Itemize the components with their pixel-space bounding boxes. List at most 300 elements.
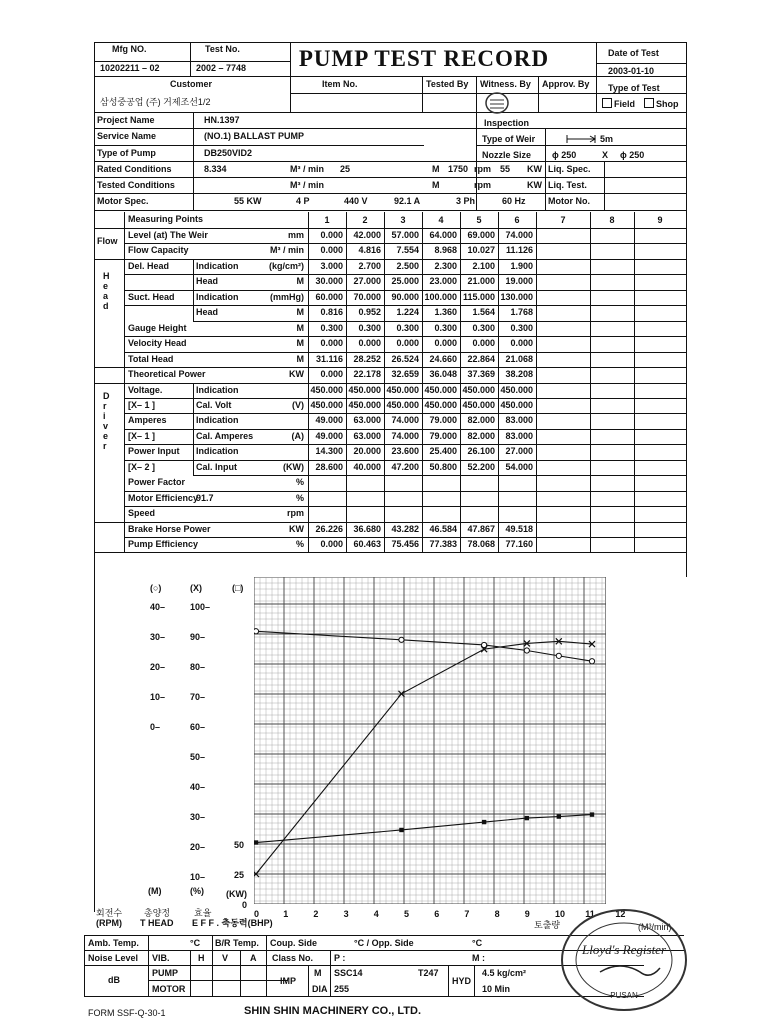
nozzle-label: Nozzle Size <box>482 150 532 160</box>
rpm-label: (RPM) <box>96 918 122 928</box>
power-point <box>482 820 486 824</box>
rule <box>94 177 686 178</box>
power-point <box>399 828 403 832</box>
motor-volt: 440 V <box>344 196 368 206</box>
table-cell: 90.000 <box>391 291 419 302</box>
eff-axis-tick: 40– <box>190 782 206 792</box>
eff-axis-tick: 20– <box>190 842 206 852</box>
table-cell: 130.000 <box>500 291 533 302</box>
eff-axis-tick: 70– <box>190 692 206 702</box>
table-rule <box>124 305 686 306</box>
row-unit: (A) <box>291 430 304 441</box>
rpm-label-kr: 회전수 <box>96 908 123 918</box>
driver-section-letter: e <box>103 430 109 441</box>
table-cell: 70.000 <box>353 291 381 302</box>
table-cell: 24.660 <box>429 353 457 364</box>
kw-axis-tick: 0 <box>242 900 248 910</box>
row-sublabel: Indication <box>196 415 239 426</box>
eff-label-kr: 효율 <box>194 908 212 918</box>
driver-section-letter: r <box>103 400 107 411</box>
nozzle-d1: ϕ 250 <box>552 150 577 160</box>
table-rule <box>124 336 686 337</box>
table-cell: 450.000 <box>348 384 381 395</box>
noise-level-label: Noise Level <box>88 953 139 963</box>
rule <box>422 76 423 112</box>
head-unit: (M) <box>148 886 162 896</box>
witness-seal <box>484 92 510 114</box>
motor-label: MOTOR <box>152 984 186 994</box>
table-cell: 0.300 <box>320 322 343 333</box>
table-cell: 50.800 <box>429 461 457 472</box>
rule <box>308 965 309 996</box>
table-cell: 36.680 <box>353 523 381 534</box>
table-rule <box>193 413 686 414</box>
table-cell: 49.518 <box>505 523 533 534</box>
table-rule <box>193 475 686 476</box>
vib-label: VIB. <box>152 953 170 963</box>
row-label: Gauge Height <box>128 322 187 333</box>
table-cell: 0.000 <box>320 245 343 256</box>
table-cell: 79.000 <box>429 430 457 441</box>
table-cell: 74.000 <box>391 415 419 426</box>
row-label: Power Factor <box>128 477 186 488</box>
table-cell: 79.000 <box>429 415 457 426</box>
hyd-pressure: 4.5 kg/cm² <box>482 968 527 978</box>
table-rule <box>124 444 193 445</box>
head-point <box>254 629 259 634</box>
table-cell: 82.000 <box>467 415 495 426</box>
class-p-label: P : <box>334 953 346 963</box>
table-rule <box>94 228 124 229</box>
inspection-label: Inspection <box>484 118 530 128</box>
table-cell: 60.000 <box>315 291 343 302</box>
tested-conditions-label: Tested Conditions <box>97 180 175 190</box>
measuring-point-3: 3 <box>400 215 406 225</box>
table-cell: 31.116 <box>315 353 343 364</box>
rule <box>330 950 331 996</box>
x-axis-tick: 9 <box>524 909 530 919</box>
table-cell: 20.000 <box>353 446 381 457</box>
table-rule <box>124 413 193 414</box>
thead-label-kr: 총양정 <box>144 908 171 918</box>
hyd-time: 10 Min <box>482 984 511 994</box>
imp-t-value: T247 <box>418 968 439 978</box>
table-cell: 74.000 <box>505 230 533 240</box>
table-rule <box>308 212 309 552</box>
table-cell: 22.178 <box>353 369 381 380</box>
head-section-letter: d <box>103 300 109 311</box>
imp-m-label: M <box>314 968 322 978</box>
table-rule <box>193 290 686 291</box>
rule <box>193 112 194 210</box>
rule <box>94 145 424 146</box>
table-cell: 54.000 <box>505 461 533 472</box>
measuring-point-5: 5 <box>476 215 482 225</box>
row-label: Flow Capacity <box>128 245 189 256</box>
head-point <box>524 648 529 653</box>
plot-frame <box>254 577 606 904</box>
table-rule <box>193 321 686 322</box>
measuring-point-9: 9 <box>657 215 663 225</box>
project-name-label: Project Name <box>97 115 155 125</box>
page-title: PUMP TEST RECORD <box>298 46 550 71</box>
row-sublabel: Indication <box>196 291 239 302</box>
power-point <box>525 816 529 820</box>
rule <box>94 42 686 43</box>
flow-section-label: Flow <box>97 236 118 246</box>
x-axis-tick: 10 <box>555 909 566 919</box>
table-cell: 450.000 <box>500 384 533 395</box>
table-cell: 36.048 <box>429 369 457 380</box>
table-cell: 25.000 <box>391 276 419 287</box>
eff-label: E F F . 축동력(BHP) <box>192 918 273 928</box>
power-point <box>557 814 561 818</box>
x-axis-tick: 8 <box>494 909 500 919</box>
table-rule <box>124 460 686 461</box>
table-cell: 450.000 <box>500 399 533 410</box>
head-section-letter: e <box>103 280 109 291</box>
table-rule <box>124 383 686 384</box>
table-cell: 8.968 <box>434 245 457 256</box>
row-unit: (kg/cm²) <box>268 260 304 271</box>
rule <box>476 145 686 146</box>
table-cell: 1.224 <box>396 307 419 318</box>
table-cell: 1.768 <box>510 307 533 318</box>
vib-v-label: V <box>222 953 229 963</box>
weir-arrow-icon <box>566 134 596 144</box>
table-cell: 63.000 <box>353 430 381 441</box>
table-cell: 78.068 <box>467 539 495 549</box>
row-unit: % <box>295 477 304 488</box>
row-unit: (mmHg) <box>270 291 304 302</box>
opp-side-label: °C / Opp. Side <box>354 938 414 948</box>
table-rule <box>124 243 686 244</box>
company-name: SHIN SHIN MACHINERY CO., LTD. <box>244 1005 422 1017</box>
form-number: FORM SSF-Q-30-1 <box>88 1008 166 1018</box>
shop-checkbox[interactable]: Shop <box>644 98 679 110</box>
project-name: HN.1397 <box>204 115 240 125</box>
rule <box>240 950 241 996</box>
rule <box>94 128 686 129</box>
table-rule <box>124 274 686 275</box>
row-unit: (KW) <box>283 461 304 472</box>
table-cell: 26.226 <box>315 523 343 534</box>
table-cell: 1.900 <box>510 260 533 271</box>
dia-label: DIA <box>312 984 328 994</box>
row-sublabel: Cal. Amperes <box>196 430 254 441</box>
table-cell: 74.000 <box>391 430 419 441</box>
row-label: [X– 1 ] <box>128 399 156 410</box>
measuring-points-label: Measuring Points <box>128 214 204 224</box>
table-cell: 7.554 <box>396 245 419 256</box>
measuring-point-2: 2 <box>362 215 368 225</box>
rule <box>596 63 686 64</box>
table-cell: 450.000 <box>386 384 419 395</box>
row-label: [X– 2 ] <box>128 461 156 472</box>
table-cell: 450.000 <box>386 399 419 410</box>
eff-axis-header: (X) <box>190 583 202 593</box>
table-cell: 26.524 <box>391 353 419 364</box>
rated-kw: 55 <box>500 164 511 174</box>
eff-axis-tick: 30– <box>190 812 206 822</box>
rule <box>686 42 687 577</box>
measuring-point-8: 8 <box>609 215 615 225</box>
table-cell: 0.300 <box>510 322 533 333</box>
row-unit: mm <box>287 230 304 240</box>
test-date: 2003-01-10 <box>608 66 655 76</box>
table-rule <box>193 444 686 445</box>
table-cell: 47.200 <box>391 461 419 472</box>
liq-test-label: Liq. Test. <box>548 180 587 190</box>
table-cell: 115.000 <box>462 291 495 302</box>
power-point <box>254 840 258 844</box>
row-unit: M <box>296 276 304 287</box>
driver-section-letter: D <box>103 390 110 401</box>
table-rule <box>193 259 194 321</box>
row-label: Velocity Head <box>128 338 187 349</box>
table-cell: 28.252 <box>353 353 381 364</box>
table-cell: 4.816 <box>358 245 381 256</box>
tested-m: M <box>432 180 440 190</box>
rated-m: M <box>432 164 440 174</box>
table-cell: 0.000 <box>320 230 343 240</box>
table-cell: 77.383 <box>429 539 457 549</box>
table-rule <box>124 537 686 538</box>
rule <box>94 42 95 912</box>
tested-kw-unit: KW <box>527 180 542 190</box>
table-cell: 21.068 <box>505 353 533 364</box>
table-rule <box>346 212 347 552</box>
row-unit: M <box>296 322 304 333</box>
rated-flow: 25 <box>340 164 351 174</box>
vib-a-label: A <box>250 953 257 963</box>
table-rule <box>94 383 124 384</box>
kw-axis-tick: 25 <box>234 870 245 880</box>
table-cell: 450.000 <box>462 384 495 395</box>
table-cell: 23.600 <box>391 446 419 457</box>
table-cell: 27.000 <box>353 276 381 287</box>
rule <box>212 935 213 996</box>
kw-axis-tick: 50 <box>234 840 245 850</box>
table-rule <box>124 398 686 399</box>
head-point <box>556 653 561 658</box>
rule <box>148 935 149 996</box>
class-no-label: Class No. <box>272 953 314 963</box>
table-cell: 2.300 <box>434 260 457 271</box>
driver-section-letter: i <box>103 410 106 421</box>
x-axis-tick: 7 <box>464 909 470 919</box>
test-no-label: Test No. <box>205 44 240 54</box>
tested-flow-unit: M³ / min <box>290 180 324 190</box>
row-unit: KW <box>289 369 304 380</box>
eff-axis-tick: 80– <box>190 662 206 672</box>
rated-flow-unit: M³ / min <box>290 164 324 174</box>
head-section-letter: H <box>103 270 110 281</box>
rule <box>94 61 290 62</box>
vib-h-label: H <box>198 953 205 963</box>
measuring-point-7: 7 <box>560 215 566 225</box>
table-cell: 83.000 <box>505 430 533 441</box>
date-label: Date of Test <box>608 48 659 58</box>
customer-label: Customer <box>170 79 213 89</box>
table-cell: 0.000 <box>510 338 533 349</box>
table-cell: 0.000 <box>472 338 495 349</box>
table-rule <box>124 290 193 291</box>
rule <box>84 935 85 996</box>
table-cell: 28.600 <box>315 461 343 472</box>
row-label: Speed <box>128 508 156 519</box>
motor-no-label: Motor No. <box>548 196 590 206</box>
table-cell: 19.000 <box>505 276 533 287</box>
measuring-point-4: 4 <box>438 215 444 225</box>
table-cell: 14.300 <box>315 446 343 457</box>
table-rule <box>124 491 686 492</box>
rule <box>190 950 191 996</box>
row-unit: (V) <box>292 399 304 410</box>
customer-name: 삼성중공업 (주) 거제조선1/2 <box>100 97 211 107</box>
row-unit: M <box>296 338 304 349</box>
x-axis-tick: 6 <box>434 909 440 919</box>
row-label: Brake Horse Power <box>128 523 211 534</box>
table-cell: 40.000 <box>353 461 381 472</box>
item-no-label: Item No. <box>322 79 358 89</box>
x-axis-tick: 12 <box>615 909 626 919</box>
amb-temp-unit: °C <box>190 938 201 948</box>
table-cell: 49.000 <box>315 415 343 426</box>
table-cell: 450.000 <box>424 384 457 395</box>
table-rule <box>590 212 591 552</box>
imp-label: IMP <box>280 976 297 986</box>
table-cell: 11.126 <box>505 245 533 256</box>
row-sublabel: Head <box>196 276 219 287</box>
table-cell: 10.027 <box>467 245 495 256</box>
service-name: (NO.1) BALLAST PUMP <box>204 131 304 141</box>
imp-m-value: SSC14 <box>334 968 363 978</box>
rule <box>545 128 546 210</box>
table-cell: 25.400 <box>429 446 457 457</box>
rule <box>476 76 477 112</box>
row-label: Total Head <box>128 353 174 364</box>
head-axis-tick: 40– <box>150 602 166 612</box>
opp-side-unit: °C <box>472 938 483 948</box>
eff-axis-tick: 100– <box>190 602 211 612</box>
table-rule <box>422 212 423 552</box>
table-rule <box>193 383 194 476</box>
rule <box>94 193 686 194</box>
table-cell: 450.000 <box>310 384 343 395</box>
table-cell: 37.369 <box>467 369 495 380</box>
mfg-no: 10202211 – 02 <box>100 63 160 73</box>
table-rule <box>94 367 124 368</box>
rated-rpm: 1750 <box>448 164 469 174</box>
rule <box>474 965 475 996</box>
table-cell: 32.659 <box>391 369 419 380</box>
row-unit: rpm <box>286 508 304 519</box>
rule <box>266 935 267 996</box>
row-unit: KW <box>289 523 304 534</box>
table-cell: 0.000 <box>396 338 419 349</box>
table-cell: 2.500 <box>396 260 419 271</box>
table-cell: 450.000 <box>348 399 381 410</box>
measuring-point-1: 1 <box>324 215 330 225</box>
lloyds-register-stamp <box>540 900 700 1020</box>
head-axis-tick: 10– <box>150 692 166 702</box>
table-cell: 0.816 <box>320 307 343 318</box>
table-cell: 63.000 <box>353 415 381 426</box>
table-cell: 2.700 <box>358 260 381 271</box>
table-cell: 100.000 <box>424 291 457 302</box>
motor-hz: 60 Hz <box>502 196 526 206</box>
table-cell: 1.360 <box>434 307 457 318</box>
witness-by-label: Witness. By <box>480 79 531 89</box>
head-axis-tick: 30– <box>150 632 166 642</box>
motor-phase: 3 Ph <box>456 196 476 206</box>
table-rule <box>124 367 686 368</box>
eff-unit: (%) <box>190 886 204 896</box>
power-point <box>590 812 594 816</box>
row-label: Power Input <box>128 446 180 457</box>
kw-unit: (KW) <box>226 889 247 899</box>
row-sublabel: Cal. Volt <box>196 399 232 410</box>
driver-section-letter: v <box>103 420 109 431</box>
tested-rpm-unit: rpm <box>474 180 492 190</box>
type-of-pump-label: Type of Pump <box>97 148 156 158</box>
eff-axis-tick: 10– <box>190 872 206 882</box>
table-cell: 82.000 <box>467 430 495 441</box>
rated-kw-unit: KW <box>527 164 542 174</box>
test-no: 2002 – 7748 <box>196 63 247 73</box>
rule <box>94 76 686 77</box>
rule <box>538 76 539 112</box>
table-cell: 0.300 <box>358 322 381 333</box>
table-cell: 450.000 <box>462 399 495 410</box>
mfg-no-label: Mfg NO. <box>112 44 147 54</box>
weir-value: 5m <box>600 134 614 144</box>
x-axis-tick: 2 <box>313 909 319 919</box>
stamp-city: PUSAN <box>610 991 638 1000</box>
rule <box>596 42 597 112</box>
row-label: Pump Efficiency <box>128 539 199 549</box>
row-sublabel: Indication <box>196 260 239 271</box>
rated-head: 8.334 <box>204 164 227 174</box>
row-sublabel: 91.7 <box>196 492 214 503</box>
table-rule <box>124 259 686 260</box>
table-rule <box>536 212 537 552</box>
table-cell: 2.100 <box>472 260 495 271</box>
table-cell: 0.300 <box>472 322 495 333</box>
rated-rpm-unit: rpm <box>474 164 492 174</box>
rule <box>94 210 686 211</box>
rule <box>604 161 605 210</box>
row-label: Suct. Head <box>128 291 175 302</box>
table-rule <box>124 259 193 260</box>
row-unit: M³ / min <box>270 245 304 256</box>
rule <box>476 112 477 210</box>
table-cell: 60.463 <box>353 539 381 549</box>
table-cell: 0.000 <box>434 338 457 349</box>
row-label: Amperes <box>128 415 167 426</box>
rule <box>94 161 686 162</box>
table-cell: 75.456 <box>391 539 419 549</box>
flow-label-kr: 토출량 <box>534 920 561 930</box>
x-axis-tick: 4 <box>373 909 379 919</box>
table-cell: 42.000 <box>353 230 381 240</box>
table-cell: 0.000 <box>358 338 381 349</box>
table-cell: 47.867 <box>467 523 495 534</box>
table-cell: 30.000 <box>315 276 343 287</box>
table-rule <box>498 212 499 552</box>
field-checkbox[interactable]: Field <box>602 98 635 110</box>
